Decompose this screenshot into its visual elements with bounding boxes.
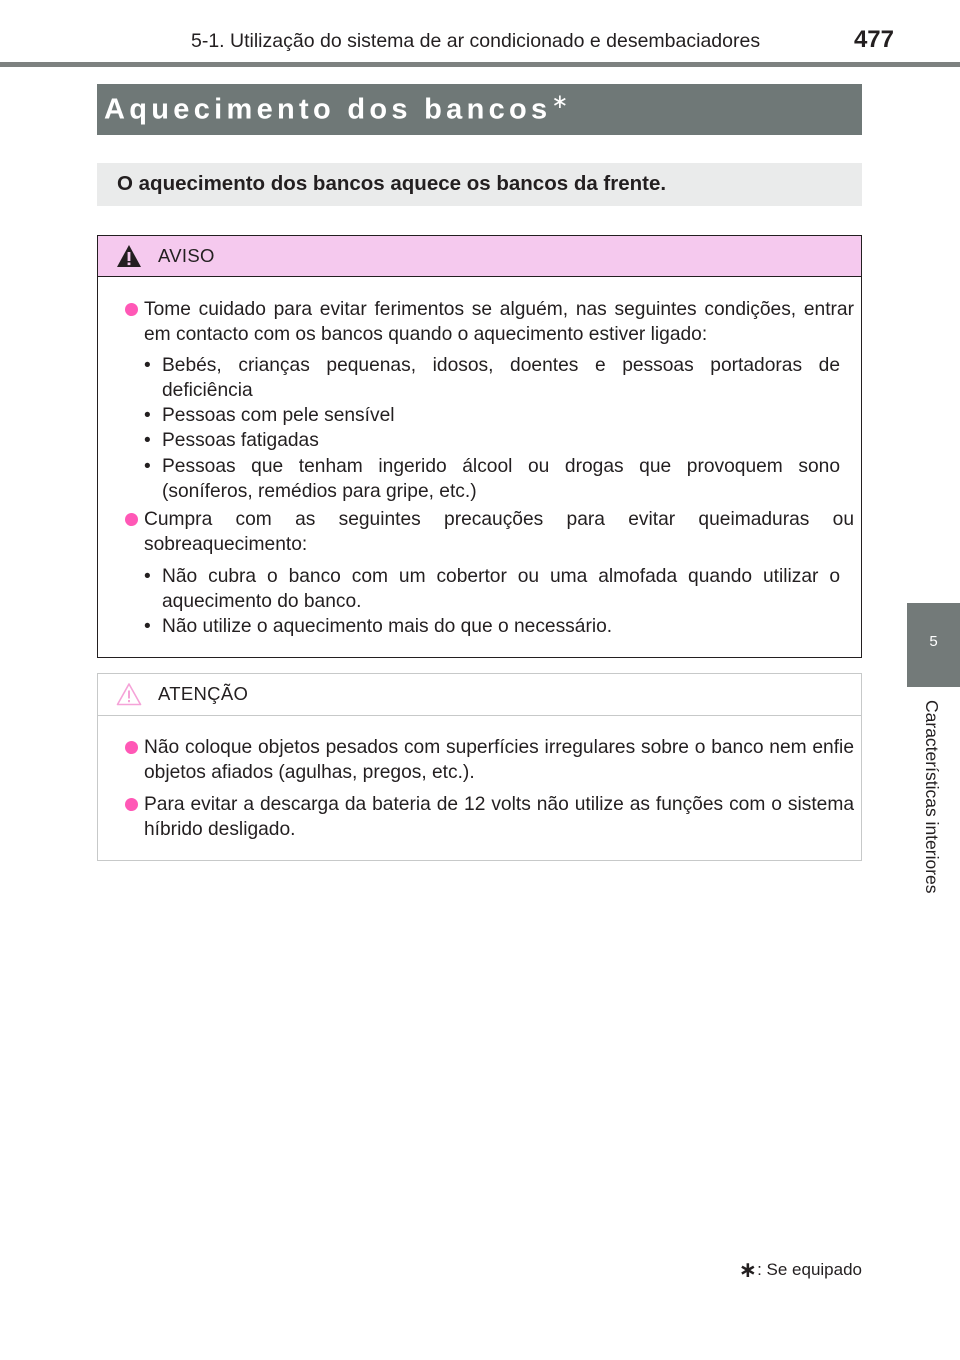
header-divider <box>0 62 960 67</box>
aviso-subitem-text: Bebés, crianças pequenas, idosos, doentes e pessoas portadoras de deficiência <box>162 355 840 401</box>
atencao-label: ATENÇÃO <box>158 683 249 704</box>
bullet-icon <box>125 741 138 754</box>
section-title <box>104 89 568 127</box>
aviso-box <box>97 235 862 658</box>
aviso-subitem-text: Pessoas com pele sensível <box>162 405 395 426</box>
bullet-icon <box>125 303 138 316</box>
aviso-subitem-text: Pessoas fatigadas <box>162 430 319 451</box>
intro-box <box>97 163 862 206</box>
footnote-text: : Se equipado <box>757 1260 862 1279</box>
footnote <box>738 1257 862 1283</box>
chapter-tab-number: 5 <box>929 633 938 650</box>
atencao-body <box>98 674 861 860</box>
subbullet-icon: • <box>144 405 151 426</box>
atencao-box <box>97 673 862 861</box>
aviso-subitem-text: Pessoas que tenham ingerido álcool ou drogas que provoquem sono (soníferos, remédios para gripe, etc.) <box>162 456 840 502</box>
section-title-bar <box>97 84 862 135</box>
page-number: 477 <box>853 26 894 53</box>
chapter-tab-label: Características interiores <box>922 700 942 894</box>
subbullet-icon: • <box>144 355 151 376</box>
subbullet-icon: • <box>144 430 151 451</box>
chapter-tab <box>907 603 960 687</box>
running-header-section: 5-1. Utilização do sistema de ar condicionado e desembaciadores <box>191 30 761 52</box>
aviso-body <box>98 236 861 657</box>
subbullet-icon: • <box>144 456 151 477</box>
bullet-icon <box>125 513 138 526</box>
aviso-subitem-text: Não cubra o banco com um cobertor ou uma almofada quando utilizar o aquecimento do banco. <box>162 566 840 612</box>
atencao-item-2: Para evitar a descarga da bateria de 12 volts não utilize as funções com o sistema híbrido desligado. <box>144 794 854 840</box>
optional-equipment-mark: ∗ <box>551 91 569 113</box>
subbullet-icon: • <box>144 616 151 637</box>
footnote-mark: ∗ <box>738 1257 758 1282</box>
section-title-text: Aquecimento dos bancos <box>104 93 552 126</box>
intro-text: O aquecimento dos bancos aquece os bancos da frente. <box>117 172 667 195</box>
aviso-subitem-text: Não utilize o aquecimento mais do que o necessário. <box>162 616 613 637</box>
aviso-item-2: Cumpra com as seguintes precauções para evitar queimaduras ou sobreaquecimento: <box>144 509 854 555</box>
aviso-item-1: Tome cuidado para evitar ferimentos se alguém, nas seguintes condições, entrar em contacto com os bancos quando o aquecimento estiver ligado: <box>144 299 854 345</box>
bullet-icon <box>125 798 138 811</box>
atencao-item-1: Não coloque objetos pesados com superfícies irregulares sobre o banco nem enfie objetos afiados (agulhas, pregos, etc.). <box>144 737 854 783</box>
subbullet-icon: • <box>144 566 151 587</box>
aviso-label: AVISO <box>158 245 215 266</box>
